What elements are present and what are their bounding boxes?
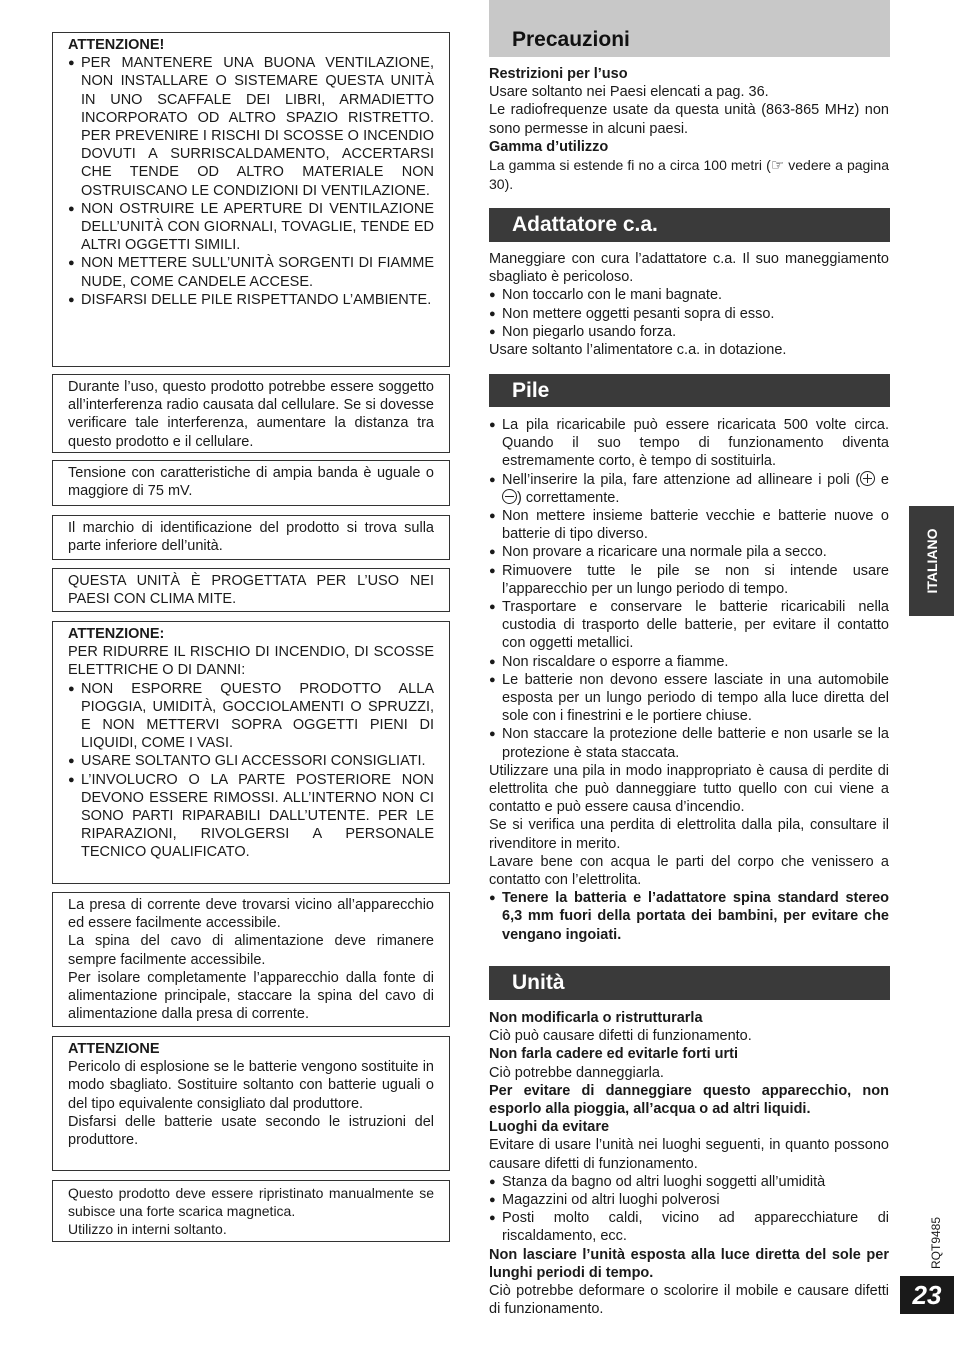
list-item: ● Trasportare e conservare le batterie ricaricabili nella custodia di trasporto delle batterie, per evitare il contatto con oggetti metallici.: [489, 598, 889, 653]
paragraph: Ciò potrebbe deformare o scolorire il mobile e causare difetti di funzionamento.: [489, 1283, 889, 1318]
section-pile: [489, 416, 889, 944]
list-item: ● Non provare a ricaricare una normale pila a secco.: [489, 543, 889, 561]
box-text: Il marchio di identificazione del prodotto si trova sulla parte inferiore dell’unità.: [68, 520, 434, 555]
subheading: Non lasciare l’unità esposta alla luce diretta del sole per lunghi periodi di tempo.: [489, 1246, 889, 1281]
box-text: PER RIDURRE IL RISCHIO DI INCENDIO, DI SCOSSE ELETTRICHE O DI DANNI:: [68, 644, 434, 679]
box-text: Durante l’uso, questo prodotto potrebbe essere soggetto all’interferenza radio causata dal cellulare. Se si dovesse verificare tale interferenza, aumentare la distanza tra questo prodotto e il cellulare.: [68, 379, 434, 450]
list-item: ● Non mettere insieme batterie vecchie e batterie nuove o batterie di tipo diverso.: [489, 507, 889, 543]
paragraph: Usare soltanto nei Paesi elencati a pag. 36.: [489, 84, 769, 101]
box-text: La spina del cavo di alimentazione deve rimanere sempre facilmente accessibile.: [68, 933, 434, 968]
warning-box-fire-shock: [52, 621, 450, 884]
section-header-precauzioni: [489, 0, 890, 57]
section-unita: [489, 1009, 889, 1318]
paragraph: Usare soltanto l’alimentatore c.a. in dotazione.: [489, 342, 787, 359]
list-item: ● Le batterie non devono essere lasciate in una automobile esposta per un lungo periodo di tempo alla luce diretta del sole con i finestrini e le portiere chiuse.: [489, 671, 889, 726]
minus-pole-icon: [502, 489, 517, 504]
box-text: Disfarsi delle batterie usate secondo le istruzioni del produttore.: [68, 1113, 434, 1149]
paragraph: Ciò potrebbe danneggiarla.: [489, 1064, 664, 1081]
language-tab: [909, 506, 954, 616]
plus-pole-icon: [860, 471, 875, 486]
warning-heading: ATTENZIONE: [68, 1041, 160, 1057]
section-title: Pile: [512, 379, 550, 402]
box-text: Pericolo di esplosione se le batterie vengono sostituite in modo sbagliato. Sostituire soltanto con batterie uguali o del tipo equivalente consigliato dal produttore.: [68, 1059, 434, 1112]
list-item: ● NON OSTRUIRE LE APERTURE DI VENTILAZIONE DELL’UNITÀ CON GIORNALI, TOVAGLIE, TENDE ED ALTRI OGGETTI SIMILI.: [68, 200, 434, 255]
paragraph: [489, 156, 889, 193]
list-item: ● Stanza da bagno od altri luoghi soggetti all’umidità: [489, 1173, 889, 1191]
list-item: ● NON METTERE SULL’UNITÀ SORGENTI DI FIAMME NUDE, COME CANDELE ACCESE.: [68, 254, 434, 290]
subheading: Restrizioni per l’uso: [489, 66, 628, 82]
list-item: ● Non staccare la protezione delle batterie e non usarle se la protezione è stata staccata.: [489, 725, 889, 761]
box-text: La presa di corrente deve trovarsi vicino all’apparecchio ed essere facilmente accessibile.: [68, 897, 434, 932]
info-box-power-outlet: [52, 892, 450, 1027]
paragraph: Le radiofrequenze usate da questa unità (863-865 MHz) non sono permesse in alcuni paesi.: [489, 102, 889, 137]
list-item: ● L’INVOLUCRO O LA PARTE POSTERIORE NON DEVONO ESSERE RIMOSSI. ALL’INTERNO NON CI SONO PARTI RIPARABILI DALL’UTENTE. PER LE RIPARAZIONI, RIVOLGERSI A PERSONALE TECNICO QUALIFICATO.: [68, 771, 434, 862]
list-item: ● Non piegarlo usando forza.: [489, 323, 889, 341]
list-item: ● Rimuovere tutte le pile se non si intende usare l’apparecchio per un lungo periodo di tempo.: [489, 562, 889, 598]
paragraph: Evitare di usare l’unità nei luoghi seguenti, in quanto possono causare difetti di funzionamento.: [489, 1137, 889, 1172]
paragraph: Ciò può causare difetti di funzionamento.: [489, 1028, 752, 1045]
section-header-adattatore: [489, 208, 890, 242]
info-box-magnetic: [52, 1180, 450, 1242]
list-item: ● DISFARSI DELLE PILE RISPETTANDO L’AMBIENTE.: [68, 291, 434, 309]
language-tab-label: ITALIANO: [923, 528, 940, 594]
warning-box-ventilation: [52, 32, 450, 367]
list-item-part: ) correttamente.: [517, 489, 620, 506]
section-header-unita: [489, 966, 890, 1000]
section-adattatore: [489, 250, 889, 359]
list-item: ● USARE SOLTANTO GLI ACCESSORI CONSIGLIATI.: [68, 752, 434, 770]
paragraph: Utilizzare una pila in modo inappropriato è causa di perdite di elettrolita che può danneggiare tutto quello con cui viene a contatto e può essere causa d’incendio.: [489, 762, 889, 816]
list-item: ● La pila ricaricabile può essere ricaricata 500 volte circa. Quando il suo tempo di funzionamento diventa estremamente corto, è tempo di sostituirla.: [489, 416, 889, 471]
info-box-interference: [52, 374, 450, 453]
box-text: Per isolare completamente l’apparecchio dalla fonte di alimentazione principale, staccare la spina del cavo di alimentazione dalla presa di corrente.: [68, 969, 434, 1023]
model-code: RQT9485: [929, 1216, 943, 1270]
box-text: Tensione con caratteristiche di ampia banda è uguale o maggiore di 75 mV.: [68, 465, 434, 500]
subheading: Non farla cadere ed evitarle forti urti: [489, 1046, 738, 1063]
list-item: ● Non riscaldare o esporre a fiamme.: [489, 653, 889, 671]
box-text: Questo prodotto deve essere ripristinato manualmente se subisce una forte scarica magnetica.: [68, 1185, 434, 1220]
info-box-voltage: [52, 460, 450, 506]
paragraph-part: vedere a pagina 30).: [489, 157, 889, 193]
list-item: ● PER MANTENERE UNA BUONA VENTILAZIONE, NON INSTALLARE O SISTEMARE QUESTA UNITÀ IN UNO SCAFFALE DEI LIBRI, ARMADIETTO INCORPORATO OD ALTRO SPAZIO RISTRETTO. PER PREVENIRE I RISCHI DI SCOSSE O INCENDIO DOVUTI A SURRISCALDAMENTO, ACCERTARSI CHE TENDE OD ALTRO MATERIALE NON OSTRUISCANO LE CONDIZIONI DI VENTILAZIONE.: [68, 54, 434, 200]
list-item: ● Non toccarlo con le mani bagnate.: [489, 286, 889, 304]
warning-box-battery-explosion: [52, 1036, 450, 1171]
section-title: Precauzioni: [512, 28, 630, 51]
subheading: Non modificarla o ristrutturarla: [489, 1010, 703, 1026]
subheading: Per evitare di danneggiare questo apparecchio, non esporlo alla pioggia, all’acqua o ad altri liquidi.: [489, 1082, 889, 1118]
subheading: Gamma d’utilizzo: [489, 138, 609, 155]
warning-heading: ATTENZIONE:: [68, 626, 165, 642]
paragraph: Lavare bene con acqua le parti del corpo che venissero a contatto con l’elettrolita.: [489, 853, 889, 889]
list-item-bold: ● Tenere la batteria e l’adattatore spina standard stereo 6,3 mm fuori della portata dei bambini, per evitare che vengano ingoiati.: [489, 889, 889, 944]
list-item: ● NON ESPORRE QUESTO PRODOTTO ALLA PIOGGIA, UMIDITÀ, GOCCIOLAMENTI O SPRUZZI, E NON METTERVI SOPRA OGGETTI PIENI DI LIQUIDI, COME I VASI.: [68, 680, 434, 753]
warning-heading: ATTENZIONE!: [68, 37, 165, 53]
pointing-hand-icon: ☞: [770, 157, 785, 175]
list-item-part: Nell’inserire la pila, fare attenzione ad allineare i poli (: [502, 471, 861, 488]
section-title: Adattatore c.a.: [512, 213, 658, 236]
list-item: ● Magazzini od altri luoghi polverosi: [489, 1191, 889, 1209]
box-text: QUESTA UNITÀ È PROGETTATA PER L’USO NEI PAESI CON CLIMA MITE.: [68, 573, 434, 608]
paragraph: Maneggiare con cura l’adattatore c.a. Il suo maneggiamento sbagliato è pericoloso.: [489, 251, 889, 286]
info-box-label-location: [52, 515, 450, 560]
section-header-pile: [489, 374, 890, 407]
list-item: ● Posti molto caldi, vicino ad apparecchiature di riscaldamento, ecc.: [489, 1209, 889, 1245]
list-item-part: e: [875, 471, 889, 488]
page-number: 23: [900, 1276, 954, 1314]
section-precauzioni: [489, 65, 889, 193]
paragraph: Se si verifica una perdita di elettrolita dalla pila, consultare il rivenditore in merito.: [489, 817, 889, 852]
list-item: ● Non mettere oggetti pesanti sopra di esso.: [489, 305, 889, 323]
section-title: Unità: [512, 971, 565, 994]
paragraph-part: La gamma si estende fi no a circa 100 metri (: [489, 157, 771, 174]
subheading: Luoghi da evitare: [489, 1119, 610, 1136]
info-box-climate: [52, 568, 450, 612]
list-item: [489, 471, 889, 507]
box-text: Utilizzo in interni soltanto.: [68, 1221, 227, 1238]
